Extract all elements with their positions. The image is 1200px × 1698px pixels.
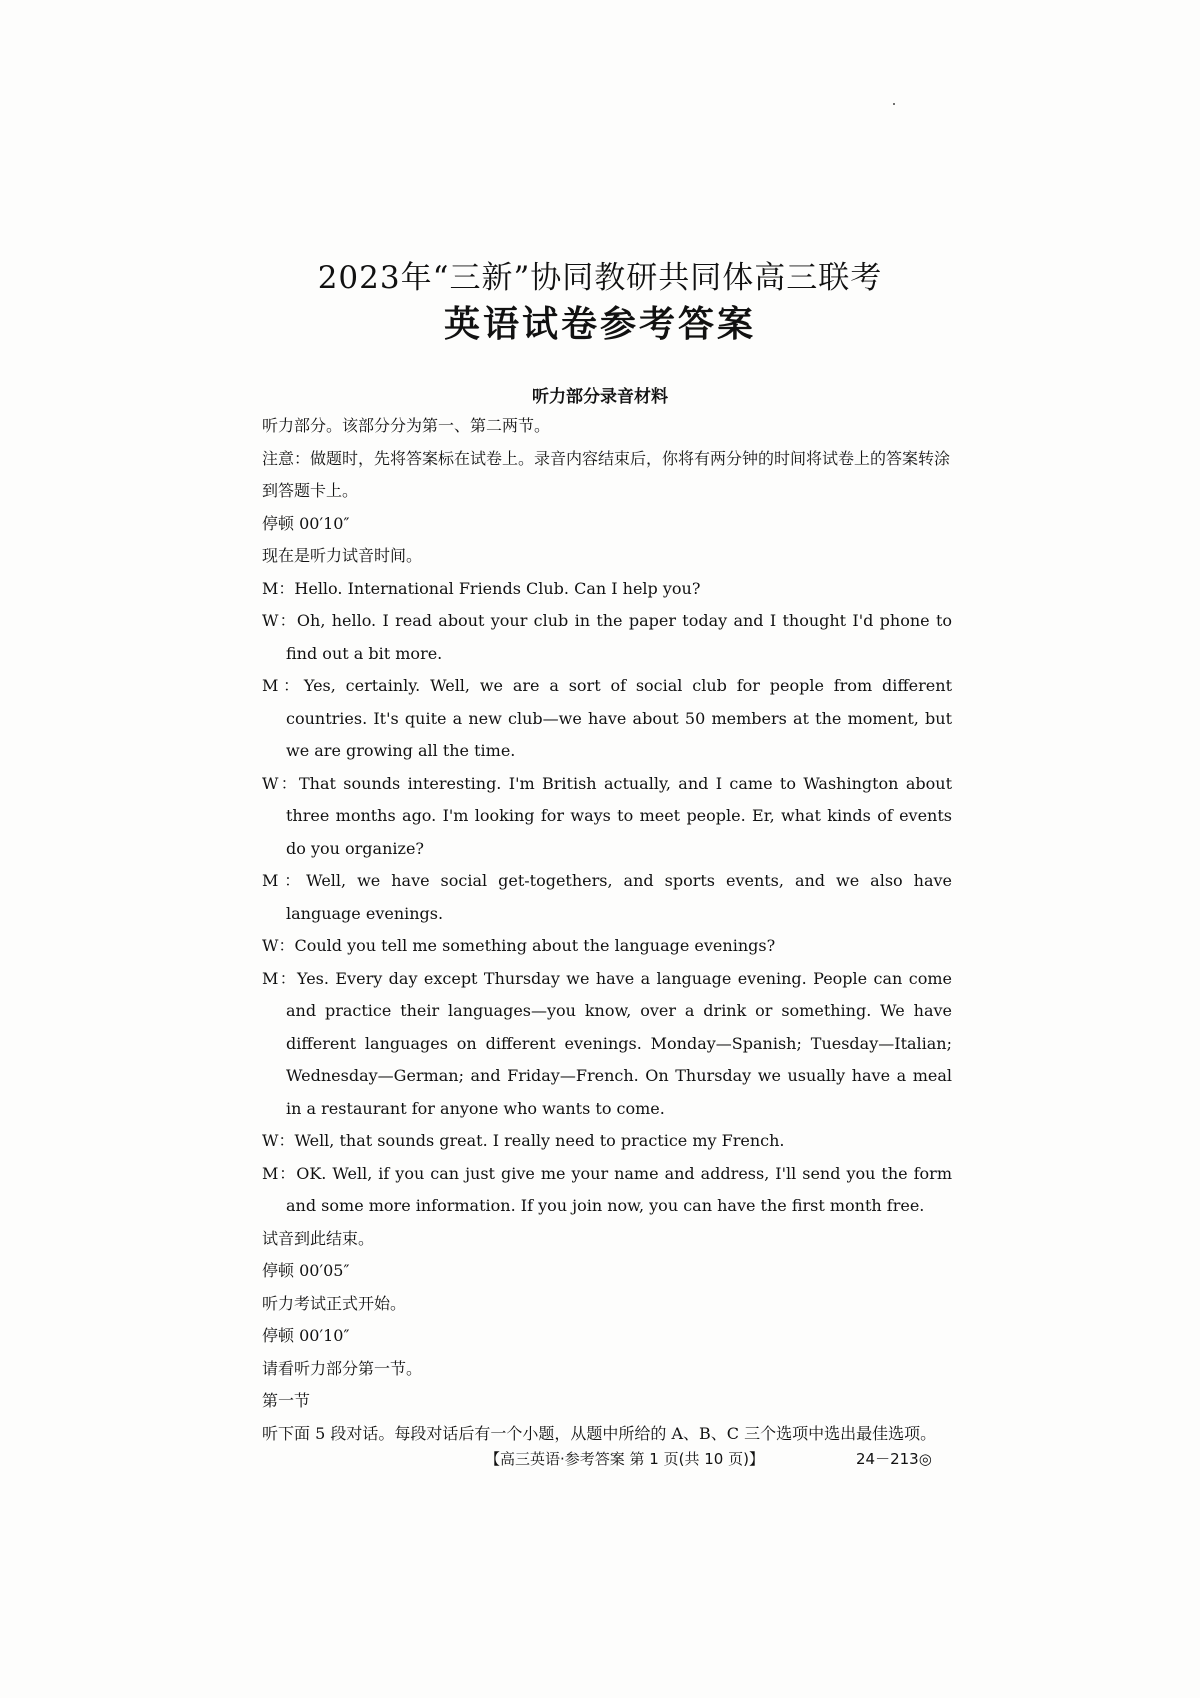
dialogue-line bbox=[262, 1125, 952, 1158]
instruction-line: 听力考试正式开始。 bbox=[262, 1293, 407, 1313]
dialogue-line bbox=[262, 768, 952, 866]
dialogue-line bbox=[262, 670, 952, 768]
dialogue-line bbox=[262, 963, 952, 1126]
dialogue-text: Yes, certainly. Well, we are a sort of social club for people from different countries. It's quite a new club—we have about 50 members at the moment, but we are growing all the time. bbox=[286, 676, 953, 760]
dialogue-text: Could you tell me something about the language evenings? bbox=[294, 936, 776, 955]
speaker-label: M： bbox=[262, 968, 298, 988]
document-code: 24－213◎ bbox=[856, 1450, 932, 1468]
instruction-line: 停顿 00′10″ bbox=[262, 1326, 350, 1345]
page-footer: 【高三英语·参考答案 第 1 页(共 10 页)】 bbox=[485, 1450, 764, 1468]
instruction-line: 停顿 00′05″ bbox=[262, 1261, 350, 1280]
dialogue-text: Oh, hello. I read about your club in the paper today and I thought I'd phone to find out a bit more. bbox=[286, 611, 953, 663]
dialogue-text: That sounds interesting. I'm British actually, and I came to Washington about three months ago. I'm looking for ways to meet people. Er, what kinds of events do you organize? bbox=[286, 773, 952, 858]
instruction-line: 请看听力部分第一节。 bbox=[262, 1358, 423, 1378]
dialogue-line bbox=[262, 573, 952, 606]
section-heading: 听力部分录音材料 bbox=[532, 387, 668, 407]
dialogue-text: Well, we have social get-togethers, and sports events, and we also have language evenings. bbox=[286, 871, 952, 923]
dialogue-line bbox=[262, 930, 952, 963]
exam-title: 2023年“三新”协同教研共同体高三联考 bbox=[317, 260, 883, 296]
instruction-line: 注意：做题时，先将答案标在试卷上。录音内容结束后，你将有两分钟的时间将试卷上的答案转涂到答题卡上。 bbox=[262, 448, 951, 500]
dialogue-line bbox=[262, 1158, 952, 1223]
dialogue-text: Hello. International Friends Club. Can I help you? bbox=[294, 578, 701, 598]
instruction-line: 现在是听力试音时间。 bbox=[262, 546, 423, 565]
speaker-label: W： bbox=[262, 773, 299, 793]
dialogue-text: Well, that sounds great. I really need to practice my French. bbox=[294, 1131, 785, 1150]
speaker-label: M： bbox=[262, 676, 304, 695]
dialogue-text: Yes. Every day except Thursday we have a language evening. People can come and practice their languages—you know, over a drink or something. We have different languages on different evenings. Monday—Spanish; Tuesday—Italian; Wednesday—German; and Friday—French. On Thursday we usually have a meal in a restaurant for anyone who wants to come. bbox=[286, 968, 952, 1118]
speaker-label: M： bbox=[262, 1163, 297, 1183]
dialogue-line bbox=[262, 865, 952, 930]
instruction-line: 停顿 00′10″ bbox=[262, 513, 350, 533]
dialogue-line bbox=[262, 605, 952, 670]
speaker-label: M： bbox=[262, 578, 295, 598]
instruction-line: 试音到此结束。 bbox=[262, 1228, 375, 1248]
speaker-label: M： bbox=[262, 871, 307, 890]
transcript-body bbox=[262, 410, 952, 1450]
instruction-line: 听力部分。该部分分为第一、第二两节。 bbox=[262, 416, 551, 435]
instruction-line: 第一节 bbox=[262, 1391, 311, 1410]
scan-speck bbox=[893, 103, 895, 105]
instruction-line: 听下面 5 段对话。每段对话后有一个小题，从题中所给的 A、B、C 三个选项中选出最佳选项。 bbox=[262, 1423, 937, 1443]
document-title: 英语试卷参考答案 bbox=[443, 303, 756, 345]
dialogue-text: OK. Well, if you can just give me your name and address, I'll send you the form and some more information. If you join now, you can have the first month free. bbox=[286, 1163, 952, 1215]
speaker-label: W： bbox=[262, 936, 295, 955]
speaker-label: W： bbox=[262, 1131, 295, 1150]
speaker-label: W： bbox=[262, 611, 297, 630]
